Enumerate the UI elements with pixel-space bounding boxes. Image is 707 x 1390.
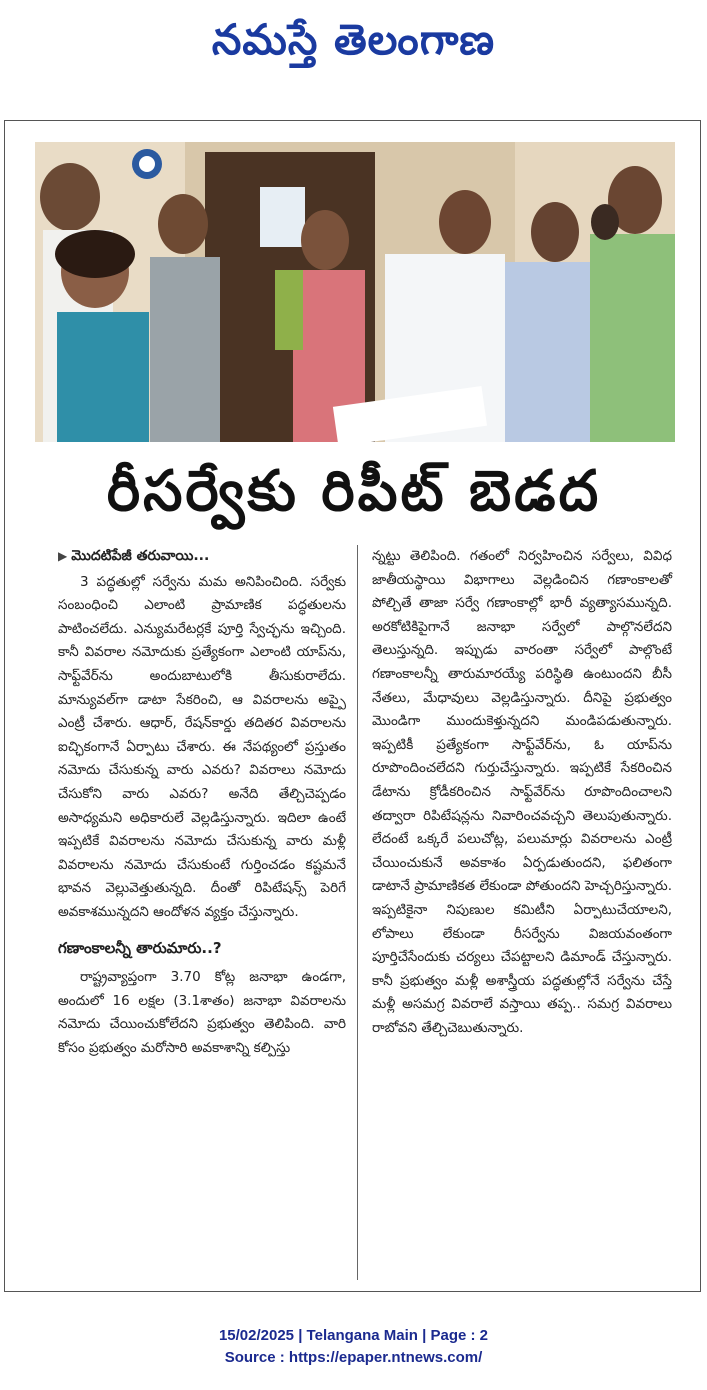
- subheading: గణాంకాలన్నీ తారుమారు..?: [58, 938, 222, 957]
- masthead-logo: నమస్తే తెలంగాణ: [211, 15, 496, 64]
- paragraph: 3 పద్ధతుల్లో సర్వేను మమ అనిపించింది. సర్వేకు సంబంధించి ఎలాంటి ప్రామాణిక పద్ధతులను పాటించలేదు. ఎన్యుమరేటర్లకే పూర్తి స్వేచ్ఛను ఇచ్చింది. కానీ వివరాల నమోదుకు ప్రత్యేకంగా ఎలాంటి యాప్‌ను, సాఫ్ట్‌వేర్‌ను అందుబాటులోకి తీసుకురాలేదు. మాన్యువల్‌గా డాటా సేకరించి, ఆ వివరాలను అప్పై ఎంట్రీ చేశారు. ఆధార్, రేషన్‌కార్డు తదితర వివరాలను ఐచ్ఛికంగానే ఏర్పాటు చేశారు. ఈ నేపథ్యంలో ప్రస్తుతం నమోదు చేసుకున్న వారు ఎవరు? వివరాలు నమోదు చేసుకోని వారు ఎవరు? అనేది తేల్చిచెప్పడం అసాధ్యమని అధికారులే వెల్లడిస్తున్నారు. ఇదిలా ఉంటే ఇప్పటికే వివరాలను నమోదు చేసుకున్న వారు మళ్లీ వివరాలను నమోదు చేసుకుంటే గుర్తించడం కష్టమనే భావన వెల్లువెత్తుతున్నది. దీంతో రిపిటేషన్స్ పెరిగే అవకాశమున్నదని ఆందోళన వ్యక్తం చేస్తున్నారు.: [58, 573, 346, 920]
- article-column-left: [58, 545, 346, 1060]
- news-photo-illustration: [35, 142, 675, 442]
- paragraph: న్నట్టు తెలిపింది. గతంలో నిర్వహించిన సర్వేలు, వివిధ జాతీయస్థాయి విభాగాలు వెల్లడించిన గణాంకాలతో పోల్చితే తాజా సర్వే గణాంకాల్లో భారీ వ్యత్యాసమున్నది. అరకోటికిపైగానే జనాభా సర్వేలో పాల్గొనలేదని తెలుస్తున్నది. ఇప్పుడు వారంతా సర్వేలో పాల్గొంటే గణాంకాలన్నీ తారుమారయ్యే పరిస్థితి ఉంటుందని బీసీ నేతలు, మేధావులు వెల్లడిస్తున్నారు. దీనిపై ప్రభుత్వం మొండిగా ముందుకెళ్తున్నదని మండిపడుతున్నారు. ఇప్పటికీ ప్రత్యేకంగా సాఫ్ట్‌వేర్‌ను, ఓ యాప్‌ను రూపొందించలేదని గుర్తుచేస్తున్నారు. ఇప్పటికే సేకరించిన డేటాను క్రోడీకరించిన సాఫ్ట్‌వేర్‌ను రూపొందించాలని తద్వారా రిపిటేషన్లను నివారించవచ్చని తెలుపుతున్నారు. లేదంటే ఒక్కరే పలుచోట్ల, పలుమార్లు వివరాలను ఎంట్రీ చేయించుకునే అవకాశం ఏర్పడుతుందని, ఫలితంగా డాటానే ప్రామాణికత లేకుండా పోతుందని హెచ్చరిస్తున్నారు. ఇప్పటికైనా నిపుణుల కమిటీని ఏర్పాటుచేయాలని, లోపాలు లేకుండా రీసర్వేను విజయవంతంగా పూర్తిచేసేందుకు చర్యలు చేపట్టాలని డిమాండ్ చేస్తున్నారు. కానీ ప్రభుత్వం మళ్లీ అశాస్త్రీయ పద్ధతుల్లోనే సర్వేను చేస్తే మళ్లీ అసమగ్ర వివరాలే వస్తాయి తప్ప.. సమగ్ర వివరాలు రాబోవని తేల్చిచెబుతున్నారు.: [372, 548, 672, 1036]
- column-divider: [357, 545, 358, 1280]
- page-footer: [0, 1325, 707, 1369]
- kicker-text: మొదటిపేజీ తరువాయి...: [71, 548, 210, 564]
- paragraph: రాష్ట్రవ్యాప్తంగా 3.70 కోట్ల జనాభా ఉండగా, అందులో 16 లక్షల (3.1శాతం) జనాభా వివరాలను నమోదు చేయించుకోలేదని ప్రభుత్వం తెలిపింది. వారి కోసం ప్రభుత్వం మరోసారి అవకాశాన్ని కల్పిస్తు: [58, 969, 346, 1056]
- footer-date-edition: 15/02/2025 | Telangana Main | Page : 2: [218, 1327, 489, 1344]
- headline: రీసర్వేకు రిపీట్ బెడద: [106, 459, 602, 524]
- footer-source: Source : https://epaper.ntnews.com/: [224, 1349, 483, 1366]
- article-column-right: [372, 545, 672, 1040]
- triangle-arrow-icon: ▶: [58, 549, 68, 563]
- news-photo: [35, 142, 675, 442]
- continuation-kicker: [58, 545, 346, 569]
